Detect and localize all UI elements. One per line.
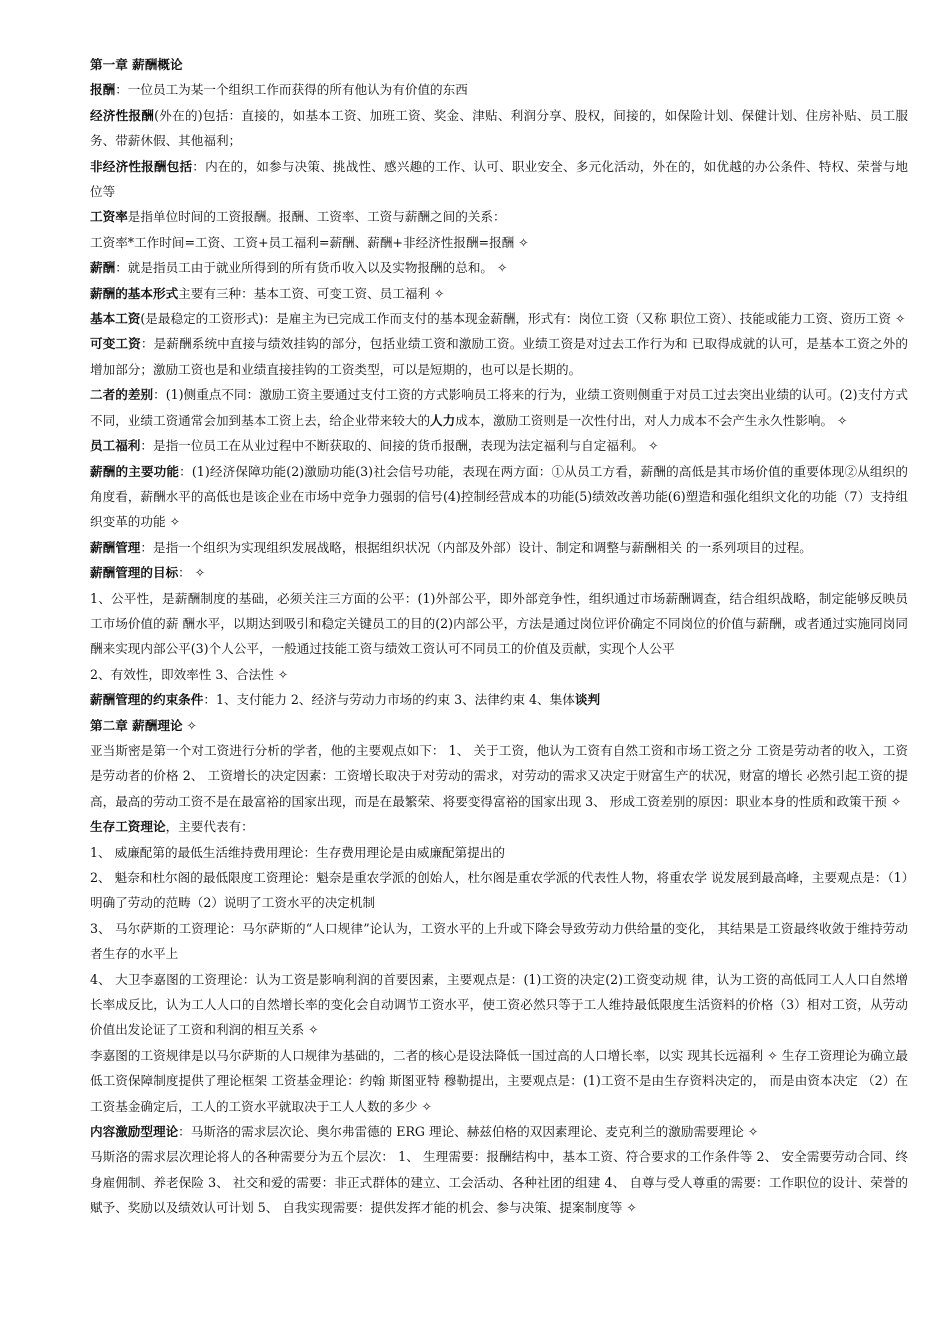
text: 1、公平性，是薪酬制度的基础，必须关注三方面的公平：(1)外部公平，即外部竞争性，组织通过市场薪酬调查，结合组织战略，制定能够反映员工市场价值的薪 酬水平，以期达到吸引和稳定关键员工的目的(2)内部公平，方法是通过岗位评价确定不同岗位的价值与薪酬，或者通过实施同岗同酬来实现内部公平(3)个人公平，一般通过技能工资与绩效工资认可不同员工的价值及贡献，实现个人公平 bbox=[90, 590, 908, 657]
text: 2、有效性，即效率性 3、合法性 ✧ bbox=[90, 666, 289, 682]
text: ：一位员工为某一个组织工作而获得的所有他认为有价值的东西 bbox=[115, 82, 468, 98]
text: ： ✧ bbox=[178, 565, 206, 581]
paragraph-main-functions bbox=[90, 459, 908, 535]
term: 薪酬的基本形式 bbox=[90, 285, 179, 301]
text: ：马斯洛的需求层次论、奥尔弗雷德的 ERG 理论、赫兹伯格的双因素理论、麦克利兰的激励需要理论 ✧ bbox=[178, 1124, 759, 1140]
text: ：(1)侧重点不同：激励工资主要通过支付工资的方式影响员工将来的行为，业绩工资则侧重于对员工过去突出业绩的认可。(2)支付方式不同，业绩工资通常会加到基本工资上去，给企业带来较大的 bbox=[90, 387, 908, 428]
chapter-2-title bbox=[90, 713, 908, 738]
term: 薪酬管理 bbox=[90, 539, 141, 555]
term: 薪酬 bbox=[90, 260, 116, 276]
paragraph-formula bbox=[90, 230, 908, 255]
term: 人力 bbox=[430, 412, 456, 428]
term: 薪酬的主要功能 bbox=[90, 463, 180, 479]
paragraph-ricardo bbox=[90, 967, 908, 1043]
term: 非经济性报酬包括 bbox=[90, 158, 193, 174]
text: (是最稳定的工资形式)：是雇主为已完成工作而支付的基本现金薪酬，形式有：岗位工资（又称 职位工资）、技能或能力工资、资历工资 ✧ bbox=[140, 311, 906, 327]
paragraph-subsistence-wage bbox=[90, 814, 908, 839]
text: ，主要代表有： bbox=[165, 819, 254, 835]
text: ：是薪酬系统中直接与绩效挂钩的部分，包括业绩工资和激励工资。业绩工资是对过去工作行为和 已取得成就的认可，是基本工资之外的增加部分；激励工资也是和业绩直接挂钩的工资类型，可以是短期的，也可以是长期的。 bbox=[90, 336, 908, 377]
paragraph-non-economic-reward bbox=[90, 154, 908, 205]
term: 经济性报酬 bbox=[90, 107, 155, 123]
paragraph-wage-rate bbox=[90, 204, 908, 229]
paragraph-petty bbox=[90, 840, 908, 865]
text: ：是指一个组织为实现组织发展战略，根据组织状况（内部及外部）设计、制定和调整与薪酬相关 的一系列项目的过程。 bbox=[140, 539, 812, 555]
term: 基本工资 bbox=[90, 311, 141, 327]
paragraph-compensation-management bbox=[90, 535, 908, 560]
term: 薪酬管理的约束条件 bbox=[90, 692, 204, 708]
text: ：是指一位员工在从业过程中不断获取的、间接的货币报酬，表现为法定福利与自定福利。 ✧ bbox=[140, 438, 659, 454]
document-page bbox=[90, 52, 908, 1221]
text: (外在的)包括：直接的，如基本工资、加班工资、奖金、津贴、利润分享、股权，间接的，如保险计划、保健计划、住房补贴、员工服务、带薪休假、其他福利； bbox=[90, 107, 909, 149]
text: ：1、支付能力 2、经济与劳动力市场的约束 3、法律约束 4、集体 bbox=[203, 692, 575, 708]
paragraph-variable-pay bbox=[90, 331, 908, 382]
term: 内容激励型理论 bbox=[90, 1124, 179, 1140]
term: 二者的差别 bbox=[90, 387, 154, 403]
paragraph-effectiveness bbox=[90, 662, 908, 687]
chapter-1-title bbox=[90, 52, 908, 77]
paragraph-wage-fund bbox=[90, 1043, 908, 1119]
term: 可变工资 bbox=[90, 336, 141, 352]
text: 亚当斯密是第一个对工资进行分析的学者，他的主要观点如下： 1、 关于工资，他认为工资有自然工资和市场工资之分 工资是劳动者的收入，工资是劳动者的价格 2、 工资增长的决定因素：工资增长取决于对劳动的需求，对劳动的需求又决定于财富生产的状况，财富的增长 必然引起工资的提高，最高的劳动工资不是在最富裕的国家出现，而是在最繁荣、将要变得富裕的国家出现 3、 形成工资差别的原因：职业本身的性质和政策干预 ✧ bbox=[90, 742, 908, 809]
text: ：就是指员工由于就业所得到的所有货币收入以及实物报酬的总和。 ✧ bbox=[115, 260, 508, 276]
term: 员工福利 bbox=[90, 438, 141, 454]
text: 是指单位时间的工资报酬。报酬、工资率、工资与薪酬之间的关系： bbox=[127, 209, 506, 225]
paragraph-fairness bbox=[90, 586, 908, 662]
paragraph-compensation bbox=[90, 255, 908, 280]
paragraph-differences bbox=[90, 382, 908, 433]
paragraph-basic-forms bbox=[90, 281, 908, 306]
text: ✧ bbox=[182, 717, 198, 733]
term: 工资率 bbox=[90, 209, 128, 225]
term: 薪酬管理的目标 bbox=[90, 565, 179, 581]
term: 谈判 bbox=[574, 692, 601, 708]
text: 马斯洛的需求层次理论将人的各种需要分为五个层次： 1、 生理需要：报酬结构中，基本工资、符合要求的工作条件等 2、 安全需要劳动合同、终身雇佣制、养老保险 3、 社交和爱的需要：非正式群体的建立、工会活动、各种社团的组建 4、 自尊与受人尊重的需要：工作职位的设计、荣誉的赋予、奖励以及绩效认可计划 5、 自我实现需要：提供发挥才能的机会、参与决策、提案制度等 ✧ bbox=[90, 1149, 908, 1216]
text: 工资率*工作时间=工资、工资+员工福利=薪酬、薪酬+非经济性报酬=报酬 ✧ bbox=[90, 234, 529, 250]
text: 成本，激励工资则是一次性付出，对人力成本不会产生永久性影响。 ✧ bbox=[455, 412, 848, 428]
heading: 第二章 薪酬理论 bbox=[90, 717, 183, 733]
term: 报酬 bbox=[90, 82, 116, 98]
text: ：内在的，如参与决策、挑战性、感兴趣的工作、认可、职业安全、多元化活动，外在的，如优越的办公条件、特权、荣誉与地位等 bbox=[90, 158, 909, 200]
paragraph-quesnay-turgot bbox=[90, 865, 908, 916]
text: ：(1)经济保障功能(2)激励功能(3)社会信号功能，表现在两方面：①从员工方看，薪酬的高低是其市场价值的重要体现②从组织的角度看，薪酬水平的高低也是该企业在市场中竞争力强弱的信号(4)控制经营成本的功能(5)绩效改善功能(6)塑造和强化组织文化的功能（7）支持组织变革的功能 ✧ bbox=[90, 463, 908, 530]
paragraph-economic-reward bbox=[90, 103, 908, 154]
paragraph-content-motivation bbox=[90, 1119, 908, 1144]
paragraph-employee-benefits bbox=[90, 433, 908, 458]
paragraph-base-pay bbox=[90, 306, 908, 331]
text: 李嘉图的工资规律是以马尔萨斯的人口规律为基础的，二者的核心是设法降低一国过高的人口增长率，以实 现其长远福利 ✧ 生存工资理论为确立最低工资保障制度提供了理论框架 工资基金理论：约翰 斯图亚特 穆勒提出，主要观点是：(1)工资不是由生存资料决定的， 而是由资本决定 （2）在工资基金确定后，工人的工资水平就取决于工人人数的多少 ✧ bbox=[90, 1047, 908, 1114]
paragraph-constraints bbox=[90, 687, 908, 712]
term: 生存工资理论 bbox=[90, 819, 166, 835]
text: 4、 大卫李嘉图的工资理论：认为工资是影响利润的首要因素，主要观点是：(1)工资的决定(2)工资变动规 律，认为工资的高低同工人人口自然增长率成反比，认为工人人口的自然增长率的变化会自动调节工资水平，使工资必然只等于工人维持最低限度生活资料的价格（3）相对工资，从劳动价值出发论证了工资和利润的相互关系 ✧ bbox=[90, 971, 908, 1038]
heading: 第一章 薪酬概论 bbox=[90, 57, 183, 72]
paragraph-adam-smith bbox=[90, 738, 908, 814]
text: 2、 魁奈和杜尔阁的最低限度工资理论：魁奈是重农学派的创始人，杜尔阁是重农学派的代表性人物，将重农学 说发展到最高峰，主要观点是：（1）明确了劳动的范畴（2）说明了工资水平的决定机制 bbox=[90, 870, 908, 911]
text: 主要有三种：基本工资、可变工资、员工福利 ✧ bbox=[178, 285, 445, 301]
paragraph-reward bbox=[90, 77, 908, 102]
paragraph-malthus bbox=[90, 916, 908, 967]
text: 1、 威廉配第的最低生活维持费用理论：生存费用理论是由威廉配第提出的 bbox=[90, 844, 506, 860]
paragraph-maslow bbox=[90, 1144, 908, 1220]
paragraph-management-goals bbox=[90, 560, 908, 585]
text: 3、 马尔萨斯的工资理论：马尔萨斯的“人口规律”论认为，工资水平的上升或下降会导致劳动力供给量的变化， 其结果是工资最终收敛于维持劳动者生存的水平上 bbox=[90, 920, 908, 962]
